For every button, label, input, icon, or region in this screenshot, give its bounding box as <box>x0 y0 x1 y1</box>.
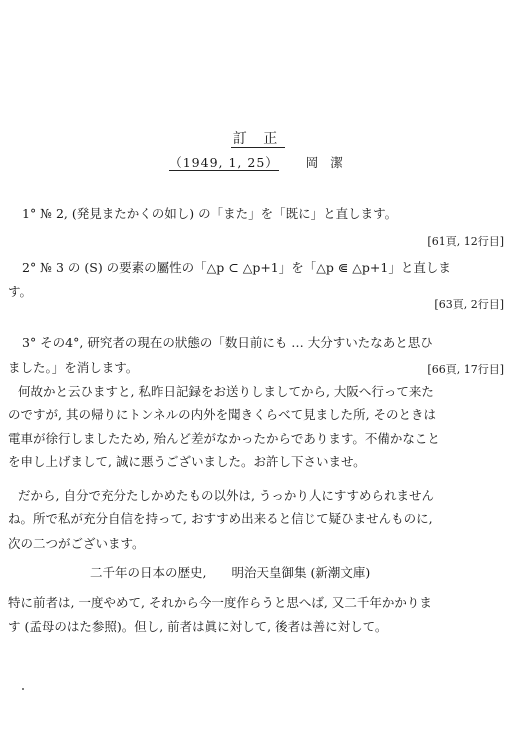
para-3-line-1: 特に前者は, 一度やめて, それから今一度作らうと思へば, 又二千年かかりま <box>8 595 432 610</box>
item-2-line-2: す。 <box>8 284 33 299</box>
ref-3: [66頁, 17行目] <box>427 363 504 376</box>
item-3-line-1: 3° その4°, 研究者の現在の狀態の「数日前にも … 大分すいたなあと思ひ <box>22 335 433 350</box>
para-2-line-2: ね。所で私が充分自信を持って, おすすめ出来ると信じて疑ひませんものに, <box>8 511 433 526</box>
para-3-line-2: す (孟母のはた参照)。但し, 前者は眞に対して, 後者は善に対して。 <box>8 619 388 634</box>
book-titles: 二千年の日本の歴史, 明治天皇御集 (新潮文庫) <box>90 565 371 580</box>
para-2-line-1: だから, 自分で充分たしかめたもの以外は, うっかり人にすすめられません <box>18 488 435 503</box>
document-title <box>0 128 516 148</box>
ref-1: [61頁, 12行目] <box>427 235 504 248</box>
para-1-line-3: 電車が徐行しましたため, 殆んど差がなかったからであります。不備かなこと <box>8 431 440 446</box>
item-2-line-1: 2° № 3 の (S) の要素の屬性の「△p ⊂ △p+1」を「△p ⋐ △p+1」と直しま <box>22 260 451 275</box>
para-2-line-3: 次の二つがございます。 <box>8 536 145 551</box>
author: 岡 潔 <box>305 155 347 170</box>
date: （1949, 1, 25） <box>169 155 279 170</box>
para-1-line-2: のですが, 其の帰りにトンネルの内外を聞きくらべて見ました所, そのときは <box>8 407 437 422</box>
title-text: 訂 正 <box>232 131 284 147</box>
item-3-line-2: ました。」を消します。 <box>8 360 139 375</box>
item-1: 1° № 2, (発見またかくの如し) の「また」を「既に」と直します。 <box>22 206 398 221</box>
para-1-line-4: を申し上げまして, 誠に悪うございました。お許し下さいませ。 <box>8 454 366 469</box>
page-speck <box>22 688 24 690</box>
para-1-line-1: 何故かと云ひますと, 私昨日記録をお送りしましてから, 大阪へ行って来た <box>18 384 434 399</box>
date-author-line <box>0 153 516 171</box>
ref-2: [63頁, 2行目] <box>434 298 504 311</box>
